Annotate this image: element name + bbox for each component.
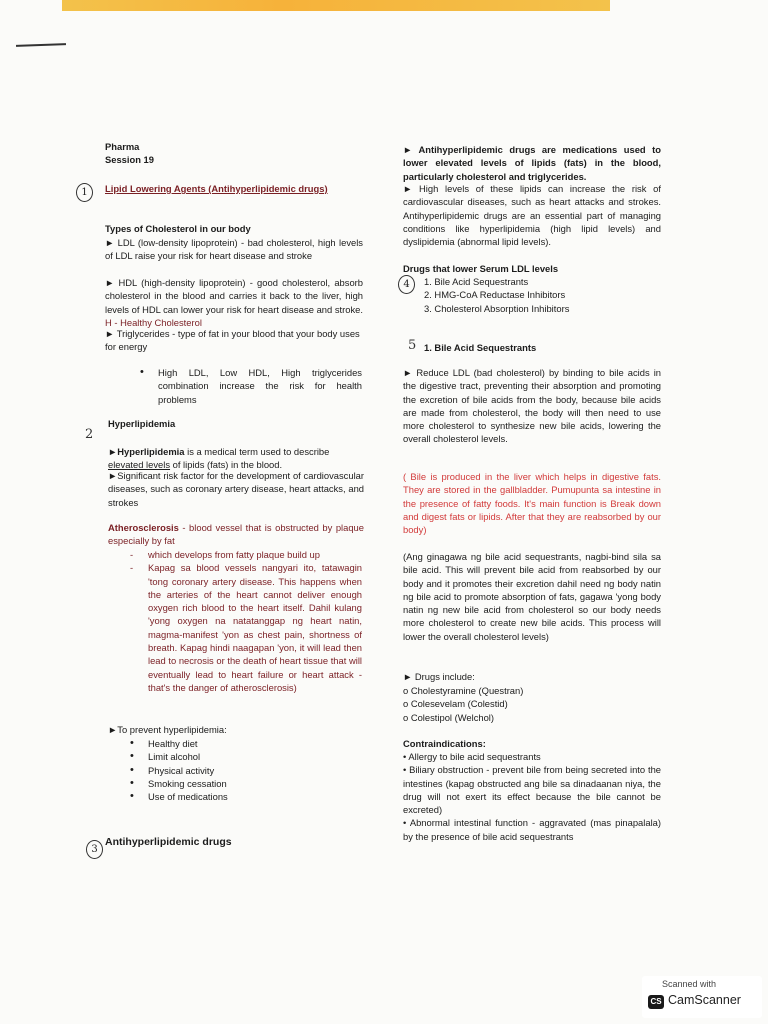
bile-note	[403, 470, 661, 536]
list-item: • Abnormal intestinal function - aggravated (mas pinapalala) by the presence of bile acid sequestrants	[403, 817, 661, 842]
scanned-with-label: Scanned with	[662, 979, 717, 989]
list-item: 1. Bile Acid Sequestrants	[424, 276, 529, 287]
prevent-list	[126, 737, 326, 803]
hyperlipidemia-definition	[108, 445, 364, 472]
contraindications-list	[403, 750, 661, 843]
list-item: • Smoking cessation	[126, 777, 326, 790]
list-item: - Kapag sa blood vessels nangyari ito, tatawagin 'tong coronary artery disease. This happens when the arteries of the heart cannot deliver enough oxygen rich blood to the heart itself. Dahil kulang 'yong oxygen na natatanggap ng heart natin, magma-manifest 'yon as chest pain, shortness of breath. Kapag hindi naagapan 'yon, it will lead then lead to necrosis or the death of heart tissue that will eventually lead to heart failure or heart attack - that's the danger of atherosclerosis)	[126, 561, 362, 694]
athero-def: - blood vessel that is obstructed by plaque especially by fat	[108, 522, 364, 547]
page-title: Lipid Lowering Agents (Antihyperlipidemic drugs)	[105, 183, 328, 194]
drugs-list	[403, 684, 523, 724]
list-item: • Allergy to bile acid sequestrants	[403, 751, 541, 762]
list-item: • Limit alcohol	[126, 750, 326, 763]
intro-paragraph-1: ► Antihyperlipidemic drugs are medications used to lower elevated levels of lipids (fats) in the blood, particularly cholesterol and triglycerides.	[403, 144, 661, 182]
hyper-mid: is a medical term used to describe	[184, 446, 330, 457]
handwritten-number-2: 2	[85, 427, 94, 442]
hdl-paragraph	[105, 276, 363, 329]
intro-paragraph-2: ► High levels of these lipids can increase the risk of cardiovascular diseases, such as heart attacks and strokes. Antihyperlipidemic drugs are an essential part of managing conditions like hyperlipidemia (high lipid levels) and dyslipidemia (abnormal lipid levels).	[403, 183, 661, 248]
antihyperlipidemic-heading: Antihyperlipidemic drugs	[105, 836, 232, 848]
list-item: o Colesevelam (Colestid)	[403, 698, 508, 710]
bile-acid-description: ► Reduce LDL (bad cholesterol) by binding to bile acids in the digestive tract, preventing their absorption and promoting the excretion of bile acids from the body, because bile acids are made from cholesterol, the body will then need to use more cholesterol to synthesize new bile acids, lowering the overall cholesterol levels.	[403, 367, 661, 445]
list-item: - which develops from fatty plaque build up	[126, 548, 362, 561]
hdl-note: H - Healthy Cholesterol	[105, 316, 202, 328]
list-item: 2. HMG-CoA Reductase Inhibitors	[424, 289, 566, 301]
atherosclerosis-list	[126, 548, 362, 694]
handwritten-number-5: 5	[408, 338, 417, 353]
triglycerides-paragraph: ► Triglycerides - type of fat in your blood that your body uses for energy	[105, 328, 360, 353]
hyperlipidemia-heading: Hyperlipidemia	[108, 418, 176, 429]
hyper-end: of lipids (fats) in the blood.	[170, 459, 283, 471]
bile-acid-heading: 1. Bile Acid Sequestrants	[424, 342, 537, 353]
handwritten-number-1: 1	[76, 183, 93, 202]
hyper-term: ►Hyperlipidemia	[108, 446, 185, 457]
camscanner-logo-icon: CS	[648, 995, 664, 1009]
list-item: • Use of medications	[126, 790, 326, 803]
hdl-text: ► HDL (high-density lipoprotein) - good cholesterol, absorb cholesterol in the blood and carries it back to the liver, high levels of HDL can lower your risk for heart disease and stroke.	[105, 277, 363, 315]
course-label: Pharma	[105, 141, 140, 152]
drugs-heading: ► Drugs include:	[403, 671, 475, 682]
atherosclerosis-paragraph	[108, 521, 364, 548]
risk-list	[136, 366, 362, 406]
list-item: • Healthy diet	[126, 737, 326, 750]
handwritten-number-3: 3	[86, 840, 103, 859]
list-item: o Cholestyramine (Questran)	[403, 685, 524, 696]
prevent-heading: ►To prevent hyperlipidemia:	[108, 724, 227, 735]
list-item: • Physical activity	[126, 764, 326, 777]
camscanner-brand: CamScanner	[668, 993, 741, 1007]
types-heading: Types of Cholesterol in our body	[105, 223, 251, 234]
list-item: • High LDL, Low HDL, High triglycerides combination increase the risk for health problems	[136, 366, 362, 406]
tagalog-note: (Ang ginagawa ng bile acid sequestrants, nagbi-bind sila sa bile acid. This will prevent bile acid from reabsorbed by our body and it promotes their excretion dahil need ng body natin ng bile acid to promote absorption of fats, gagawa 'yong body natin ng new bile acid from cholesterol so our body needs more cholesterol to create new bile acids. This process will lower the overall cholesterol levels)	[403, 551, 661, 642]
lower-ldl-list	[424, 275, 569, 315]
bile-note-text: ( Bile is produced in the liver which helps in digestive fats. They are stored in the gallbladder. Pumupunta sa intestine in the presence of fatty foods. It's main function is Break down and digest fats or lipids. After that they are reabsorbed by our body)	[403, 471, 661, 536]
list-item: • Biliary obstruction - prevent bile from being secreted into the intestines (kapag obstructed ang bile sa dinadaanan niya, the drug will not exert its effect because the bile cannot be excreted)	[403, 764, 661, 816]
hyper-underline: elevated levels	[108, 459, 171, 471]
athero-term: Atherosclerosis	[108, 522, 179, 533]
session-label: Session 19	[105, 154, 154, 165]
list-item: 3. Cholesterol Absorption Inhibitors	[424, 302, 570, 314]
handwritten-number-4: 4	[398, 275, 415, 294]
lower-ldl-heading: Drugs that lower Serum LDL levels	[403, 263, 559, 274]
contraindications-heading: Contraindications:	[403, 738, 486, 749]
ldl-paragraph: ► LDL (low-density lipoprotein) - bad cholesterol, high levels of LDL raise your risk for heart disease and stroke	[105, 237, 363, 262]
hyperlipidemia-risk: ►Significant risk factor for the development of cardiovascular diseases, such as coronary artery disease, heart attacks, and strokes	[108, 470, 364, 508]
camscanner-watermark	[642, 976, 762, 1018]
list-item: o Colestipol (Welchol)	[403, 711, 495, 723]
